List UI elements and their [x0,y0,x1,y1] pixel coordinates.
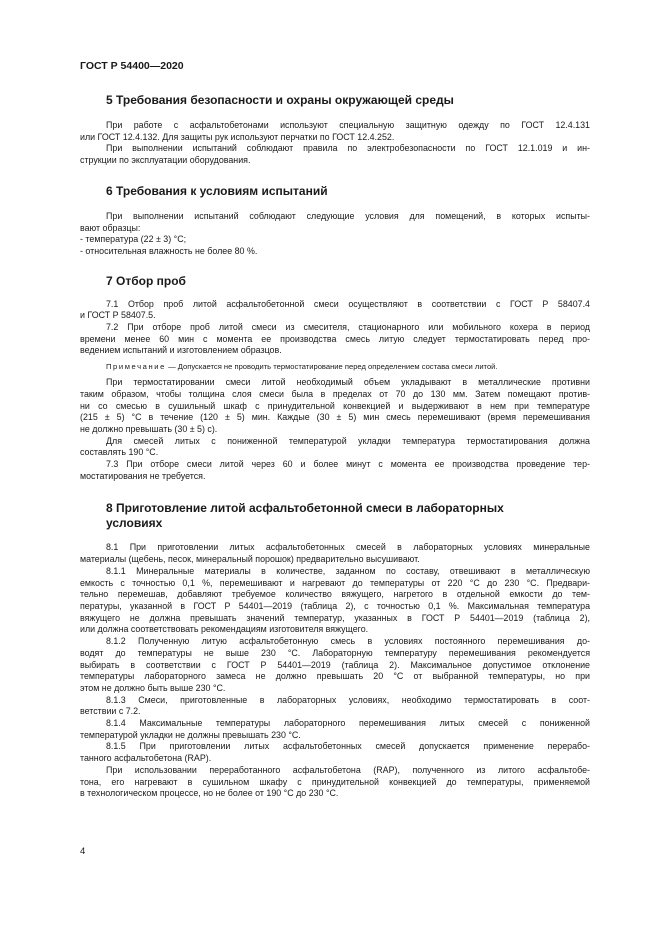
text-line: 7.1 Отбор проб литой асфальтобетонной смеси осуществляют в соответствии с ГОСТ Р 58407.4 [106,298,590,309]
text-line: тельно перемешав, добавляют требуемое количество вяжущего, нагретого в отдельной емкости до тем- [80,589,590,600]
text-line: пературы, указанной в ГОСТ Р 54401—2019 (таблица 2), с точностью 0,1 %. Максимальная температура [80,600,590,611]
paragraph [80,377,590,436]
text-line: времени менее 60 мин с момента ее производства смесь литую следует термостатировать перед про- [80,333,590,344]
text-line: этом не должно быть выше 230 °С. [80,682,226,693]
list-item [80,234,590,246]
text-line: - температура (22 ± 3) °С; [80,234,187,245]
paragraph [80,143,590,166]
text-line: составлять 190 °С. [80,447,159,458]
text-line: 8.1.5 При приготовлении литых асфальтобетонных смесей допускается применение перерабо- [106,741,590,752]
paragraph [80,299,590,322]
paragraph [80,542,590,565]
text-line: ветствии с 7.2. [80,706,141,717]
text-line: При выполнении испытаний соблюдают правила по электробезопасности по ГОСТ 12.1.019 и ин- [106,143,590,154]
text-line: материалы (щебень, песок, минеральный порошок) предварительно высушивают. [80,554,420,565]
text-line: в технологическом процессе, но не более от 190 °С до 230 °С. [80,788,339,799]
section-7 [80,274,590,483]
paragraph [80,436,590,459]
paragraph [80,741,590,764]
page-number: 4 [80,846,86,857]
section-8 [80,501,590,799]
document-code-header: ГОСТ Р 54400—2020 [80,60,184,72]
text-line: ведением испытаний и изготовлением образцов. [80,345,282,356]
paragraph [80,566,590,636]
text-line: или должна соответствовать рекомендациям изготовителя вяжущего. [80,624,369,635]
text-line: При термостатировании смеси литой необходимый объем укладывают в металлические противни [106,377,590,388]
paragraph [80,120,590,143]
paragraph [80,459,590,482]
text-line: выбирать в соответствии с ГОСТ Р 54401—2019 (таблица 2). Максимальное допустимое отклонение [80,659,590,670]
text-line: (215 ± 5) °С в течение (120 ± 5) мин. Каждые (30 ± 5) мин смесь перемешивают (время перемешивания [80,412,590,423]
title-line: 8 Приготовление литой асфальтобетонной смеси в лабораторных [106,501,504,516]
text-line: При выполнении испытаний соблюдают следующие условия для помещений, в которых испыты- [106,210,590,221]
note-text: — Допускается не проводить термостатирование перед определением состава смеси литой. [165,362,498,372]
note [80,362,590,372]
text-line: вяжущего не должна превышать значений температур, указанных в ГОСТ Р 54401—2019 (таблица 2), [80,612,590,623]
page-content [80,90,590,800]
text-line: танного асфальтобетона (RAP). [80,753,212,764]
paragraph [80,718,590,741]
text-line: струкции по эксплуатации оборудования. [80,155,251,166]
text-line: не должно превышать (30 ± 5) с). [80,423,218,434]
text-line: 7.2 При отборе проб литой смеси из смесителя, стационарного или мобильного кохера в период [106,322,590,333]
text-line: ни со смесью в сушильный шкаф с принудительной конвекцией и выдерживают в нем при температуре [80,400,590,411]
text-line: емкость с точностью 0,1 %, перемешивают и нагревают до температуры от 220 °С до 230 °С. Предвари- [80,577,590,588]
section-7-title: 7 Отбор проб [106,273,186,288]
text-line: - относительная влажность не более 80 %. [80,245,258,256]
section-6 [80,184,590,258]
text-line: 8.1.2 Полученную литую асфальтобетонную смесь в условиях постоянного перемешивания до- [106,636,590,647]
text-line: При работе с асфальтобетонами используют специальную защитную одежду по ГОСТ 12.4.131 [106,120,590,130]
paragraph [80,211,590,234]
list-item [80,246,590,258]
note-label: Примечание [106,362,166,372]
text-line: температуры лабораторного замеса не должно превышать 20 °С от выбранной температуры, но при [80,671,590,682]
title-line: условиях [106,516,163,531]
paragraph [80,322,590,357]
section-8-title [80,501,590,531]
text-line: При использовании переработанного асфальтобетона (RAP), полученного из литого асфальтобе- [106,764,590,775]
text-line: Для смесей литых с пониженной температурой укладки температура термостатирования должна [106,435,590,446]
text-line: 8.1 При приготовлении литых асфальтобетонных смесей в лабораторных условиях минеральные [106,542,590,553]
paragraph [80,695,590,718]
section-5-title: 5 Требования безопасности и охраны окружающей среды [106,93,454,107]
text-line: и ГОСТ Р 58407.5. [80,310,156,321]
text-line: тона, его нагревают в сушильном шкафу с принудительной конвекцией до температуры, применяемой [80,776,590,787]
paragraph [80,765,590,800]
section-5 [80,93,590,167]
text-line: мостатирования не требуется. [80,470,206,481]
text-line: 8.1.4 Максимальные температуры лабораторного перемешивания литых смесей с пониженной [106,718,590,729]
paragraph [80,636,590,695]
text-line: 8.1.3 Смеси, приготовленные в лабораторных условиях, необходимо термостатировать в соот- [106,694,590,705]
text-line: или ГОСТ 12.4.132. Для защиты рук используют перчатки по ГОСТ 12.4.252. [80,131,395,142]
text-line: температурой укладки не должны превышать 230 °С. [80,729,301,740]
text-line: таким образом, чтобы толщина слоя смеси была в пределах от 70 до 130 мм. Затем помещают против- [80,388,590,399]
text-line: водят до температуры не выше 230 °С. Лабораторную температуру перемешивания рекомендуется [80,647,590,658]
text-line: 7.3 При отборе смеси литой через 60 и более минут с момента ее производства проведение тер- [106,459,590,470]
text-line: 8.1.1 Минеральные материалы в количестве, заданном по составу, отвешивают в металлическую [106,565,590,576]
section-6-title: 6 Требования к условиям испытаний [106,183,328,198]
text-line: вают образцы: [80,222,141,233]
